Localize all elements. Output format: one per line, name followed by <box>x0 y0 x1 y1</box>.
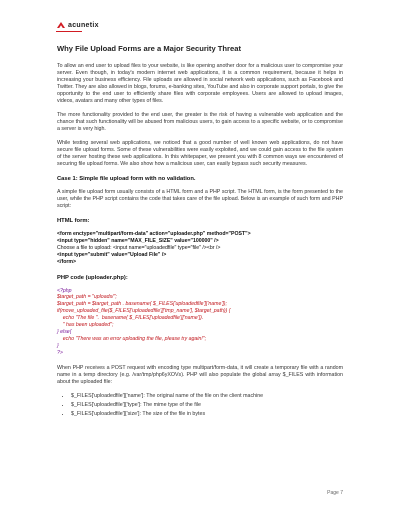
acunetix-logo <box>56 21 99 29</box>
paragraph-risk: The more functionality provided to the end user, the greater is the risk of having a vulnerable web application and the chance that such functionality will be abused from malicious users, to gain access to a specific website, or to compromise a server is very high. <box>57 112 343 132</box>
case1-intro: A simple file upload form usually consists of a HTML form and a PHP script. The HTML form, is the form presented to the user, while the PHP script contains the code that takes care of the file upload. Below is an example of such form and PHP script: <box>57 189 343 209</box>
code-line: $target_path = $target_path . basename( $_FILES['uploadedfile']['name']); <box>57 301 227 308</box>
files-array-list <box>57 393 343 418</box>
code-line: </form> <box>57 258 77 265</box>
code-line: } <box>57 342 59 349</box>
code-line: <input type="hidden" name="MAX_FILE_SIZE" value="100000" /> <box>57 237 219 244</box>
paragraph-intro: To allow an end user to upload files to your website, is like opening another door for a malicious user to compromise your server. Even though, in today's modern internet web applications, it is a common requirement, because it helps in increasing your business efficiency. File uploads are allowed in social network web applications, such as Facebook and Twitter. They are also allowed in blogs, forums, e-banking sites, YouTube and also in corporate support portals, to give the opportunity to the end user to efficiently share files with corporate employees. Users are allowed to upload images, videos, avatars and many other types of files. <box>57 63 343 104</box>
code-line: <?php <box>57 287 72 294</box>
code-line: <form enctype="multipart/form-data" action="uploader.php" method="POST"> <box>57 231 251 237</box>
code-line: " has been uploaded"; <box>57 322 114 329</box>
code-line: } else{ <box>57 328 72 335</box>
code-line: <input type="submit" value="Upload File" /> <box>57 251 167 258</box>
html-form-heading: HTML form: <box>57 218 90 224</box>
list-item: • $_FILES['uploadedfile']['size']: The size of the file in bytes <box>71 411 343 418</box>
code-line: $target_path = "uploads/"; <box>57 294 117 301</box>
code-line: echo "There was an error uploading the file, please try again!"; <box>57 335 207 342</box>
code-line: ?> <box>57 349 63 356</box>
list-item: • $_FILES['uploadedfile']['type']: The mime type of the file <box>71 402 343 409</box>
php-code-block <box>57 288 343 357</box>
paragraph-post-request: When PHP receives a POST request with encoding type multipart/form-data, it will create a temporary file with a random name in a temp directory (e.g. /var/tmp/php6yXOVs). PHP will also populate the global array $_FILES with information about the uploaded file: <box>57 364 343 385</box>
case1-heading: Case 1: Simple file upload form with no validation. <box>57 176 196 182</box>
list-item: • $_FILES['uploadedfile']['name']: The original name of the file on the client machine <box>71 393 343 400</box>
paragraph-testing: While testing several web applications, we noticed that a good number of well known web applications, do not have secure file upload forms. Some of these vulnerabilities were easily exploited, and we could gain access to the file system of the server hosting these web applications. In this whitepaper, we present you with 8 common ways we encountered of securing file upload forms. We also show how a malicious user, can easily bypass such security measures. <box>57 140 343 167</box>
page-title: Why File Upload Forms are a Major Security Threat <box>57 44 241 53</box>
code-line: echo "The file ". basename( $_FILES['uploadedfile']['name']). <box>57 315 204 322</box>
logo-underline <box>56 31 82 32</box>
code-line: Choose a file to upload: <input name="uploadedfile" type="file" /><br /> <box>57 244 221 251</box>
code-line: if(move_uploaded_file($_FILES['uploadedfile']['tmp_name'], $target_path)) { <box>57 308 231 315</box>
page-number: Page 7 <box>327 490 343 496</box>
logo-brand-text: acunetix <box>68 21 99 29</box>
html-code-block <box>57 231 343 266</box>
document-body <box>57 44 343 424</box>
acunetix-logo-mark-icon <box>56 21 66 29</box>
php-code-heading: PHP code (uploader.php): <box>57 274 128 281</box>
